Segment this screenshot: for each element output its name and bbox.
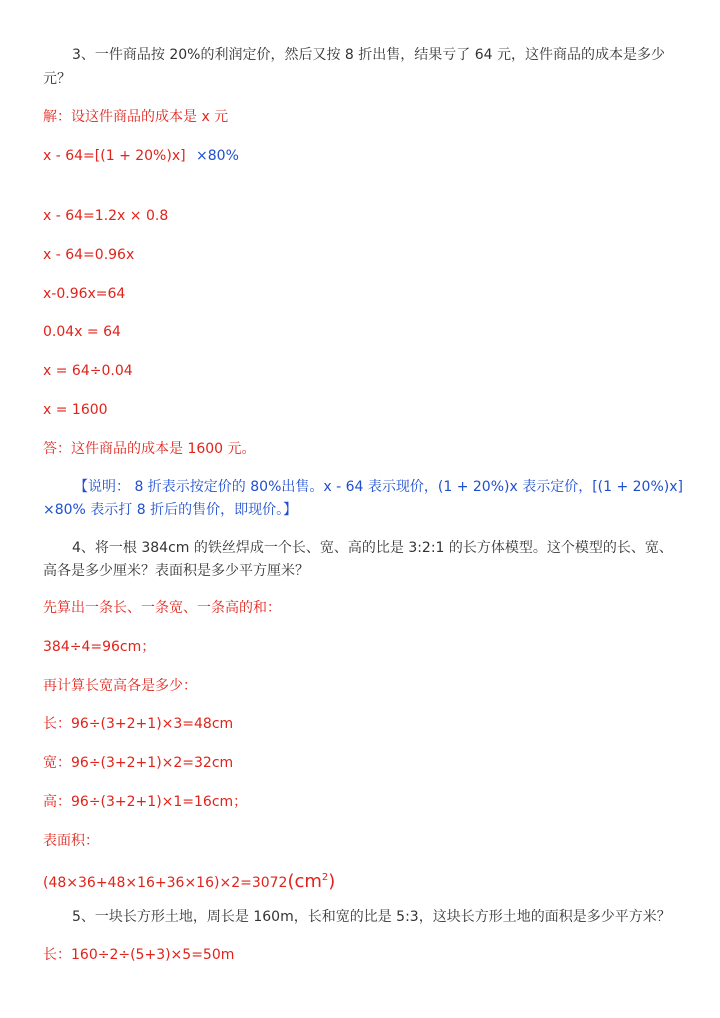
question-3-line-2: 元？ [43, 71, 71, 87]
question-4-line-2: 高各是多少厘米？表面积是多少平方厘米？ [43, 563, 309, 579]
area-unit-close: ) [328, 871, 336, 892]
solution-3-note-line-2: ×80% 表示打 8 折后的售价，即现价。】 [43, 502, 298, 518]
question-3-line-1: 3、一件商品按 20%的利润定价，然后又按 8 折出售，结果亏了 64 元，这件商品的成本是多少 [72, 47, 665, 63]
solution-4-width: 宽：96÷(3+2+1)×2=32cm [43, 755, 234, 771]
solution-3-equation-4: x-0.96x=64 [43, 286, 126, 302]
solution-4-step-1: 先算出一条长、一条宽、一条高的和： [43, 600, 281, 616]
solution-3-equation-2: x - 64=1.2x × 0.8 [43, 208, 169, 224]
area-unit-exponent: 2 [321, 872, 329, 883]
solution-4-area [43, 868, 335, 893]
area-unit-open: (cm [287, 871, 322, 892]
solution-3-equation-7: x = 1600 [43, 402, 108, 418]
question-4-line-1: 4、将一根 384cm 的铁丝焊成一个长、宽、高的比是 3:2:1 的长方体模型。这个模型的长、宽、 [72, 540, 673, 556]
solution-4-step-3: 再计算长宽高各是多少： [43, 678, 197, 694]
solution-3-let: 解：设这件商品的成本是 x 元 [43, 109, 229, 125]
solution-5-length: 长：160÷2÷(5+3)×5=50m [43, 947, 235, 963]
solution-4-height: 高：96÷(3+2+1)×1=16cm； [43, 794, 248, 810]
solution-4-area-label: 表面积： [43, 833, 99, 849]
solution-3-note-line-1: 【说明： 8 折表示按定价的 80%出售。x - 64 表示现价，(1 + 20%)x 表示定价，[(1 + 20%)x] [74, 479, 683, 495]
equation-1-main: x - 64=[(1 + 20%)x] [43, 148, 186, 164]
solution-3-answer: 答：这件商品的成本是 1600 元。 [43, 441, 256, 457]
solution-3-equation-1 [43, 146, 239, 166]
equation-1-multiplier: ×80% [196, 148, 239, 164]
solution-4-length: 长：96÷(3+2+1)×3=48cm [43, 716, 234, 732]
solution-3-equation-6: x = 64÷0.04 [43, 363, 133, 379]
solution-3-equation-5: 0.04x = 64 [43, 324, 121, 340]
question-5-line-1: 5、一块长方形土地，周长是 160m，长和宽的比是 5:3，这块长方形土地的面积是多少平方米？ [72, 909, 671, 925]
solution-4-step-2: 384÷4=96cm； [43, 639, 156, 655]
solution-3-equation-3: x - 64=0.96x [43, 247, 135, 263]
area-expression: (48×36+48×16+36×16)×2=3072 [43, 875, 288, 891]
